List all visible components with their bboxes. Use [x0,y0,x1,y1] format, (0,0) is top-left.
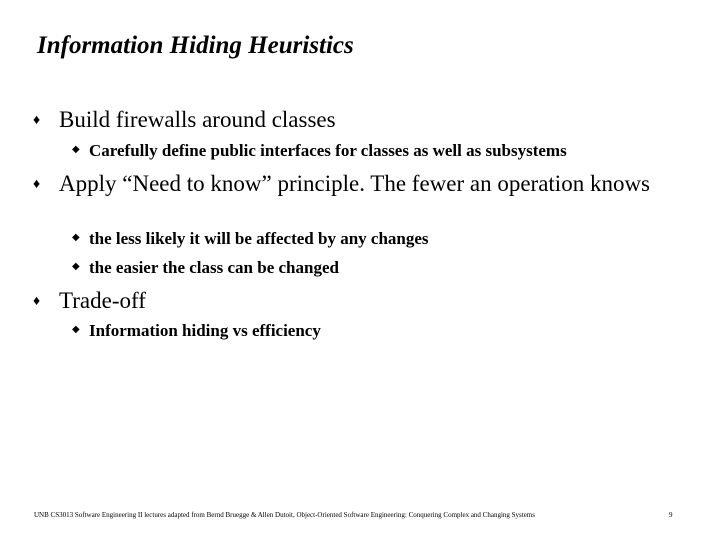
bullet-item [33,170,673,197]
sub-bullet-text: Carefully define public interfaces for classes as well as subsystems [89,141,567,160]
slide-title: Information Hiding Heuristics [37,32,354,59]
sub-bullet-text: the easier the class can be changed [89,258,339,277]
bullet-text: Apply “Need to know” principle. The fewer an operation knows [59,171,651,196]
diamond-bullet-icon: ♦ [33,294,41,309]
diamond-sub-bullet-icon: ◆ [72,324,80,335]
bullet-text: Build firewalls around classes [59,107,336,132]
page-number: 9 [669,511,673,519]
sub-bullet-item [72,258,692,278]
bullet-item [33,106,673,133]
diamond-sub-bullet-icon: ◆ [72,261,80,272]
diamond-sub-bullet-icon: ◆ [72,232,80,243]
diamond-bullet-icon: ♦ [33,177,41,192]
bullet-item [33,287,673,314]
sub-bullet-item [72,229,692,249]
diamond-bullet-icon: ♦ [33,113,41,128]
footer-citation: UNB CS3013 Software Engineering II lectures adapted from Bernd Bruegge & Allen Dutoit, Object-Oriented Software Engineering: Conquering Complex and Changing Systems [34,511,535,519]
sub-bullet-item [72,321,692,341]
sub-bullet-text: the less likely it will be affected by any changes [89,229,429,248]
sub-bullet-item [72,141,692,161]
sub-bullet-text: Information hiding vs efficiency [89,321,321,340]
diamond-sub-bullet-icon: ◆ [72,144,80,155]
bullet-text: Trade-off [59,288,146,313]
